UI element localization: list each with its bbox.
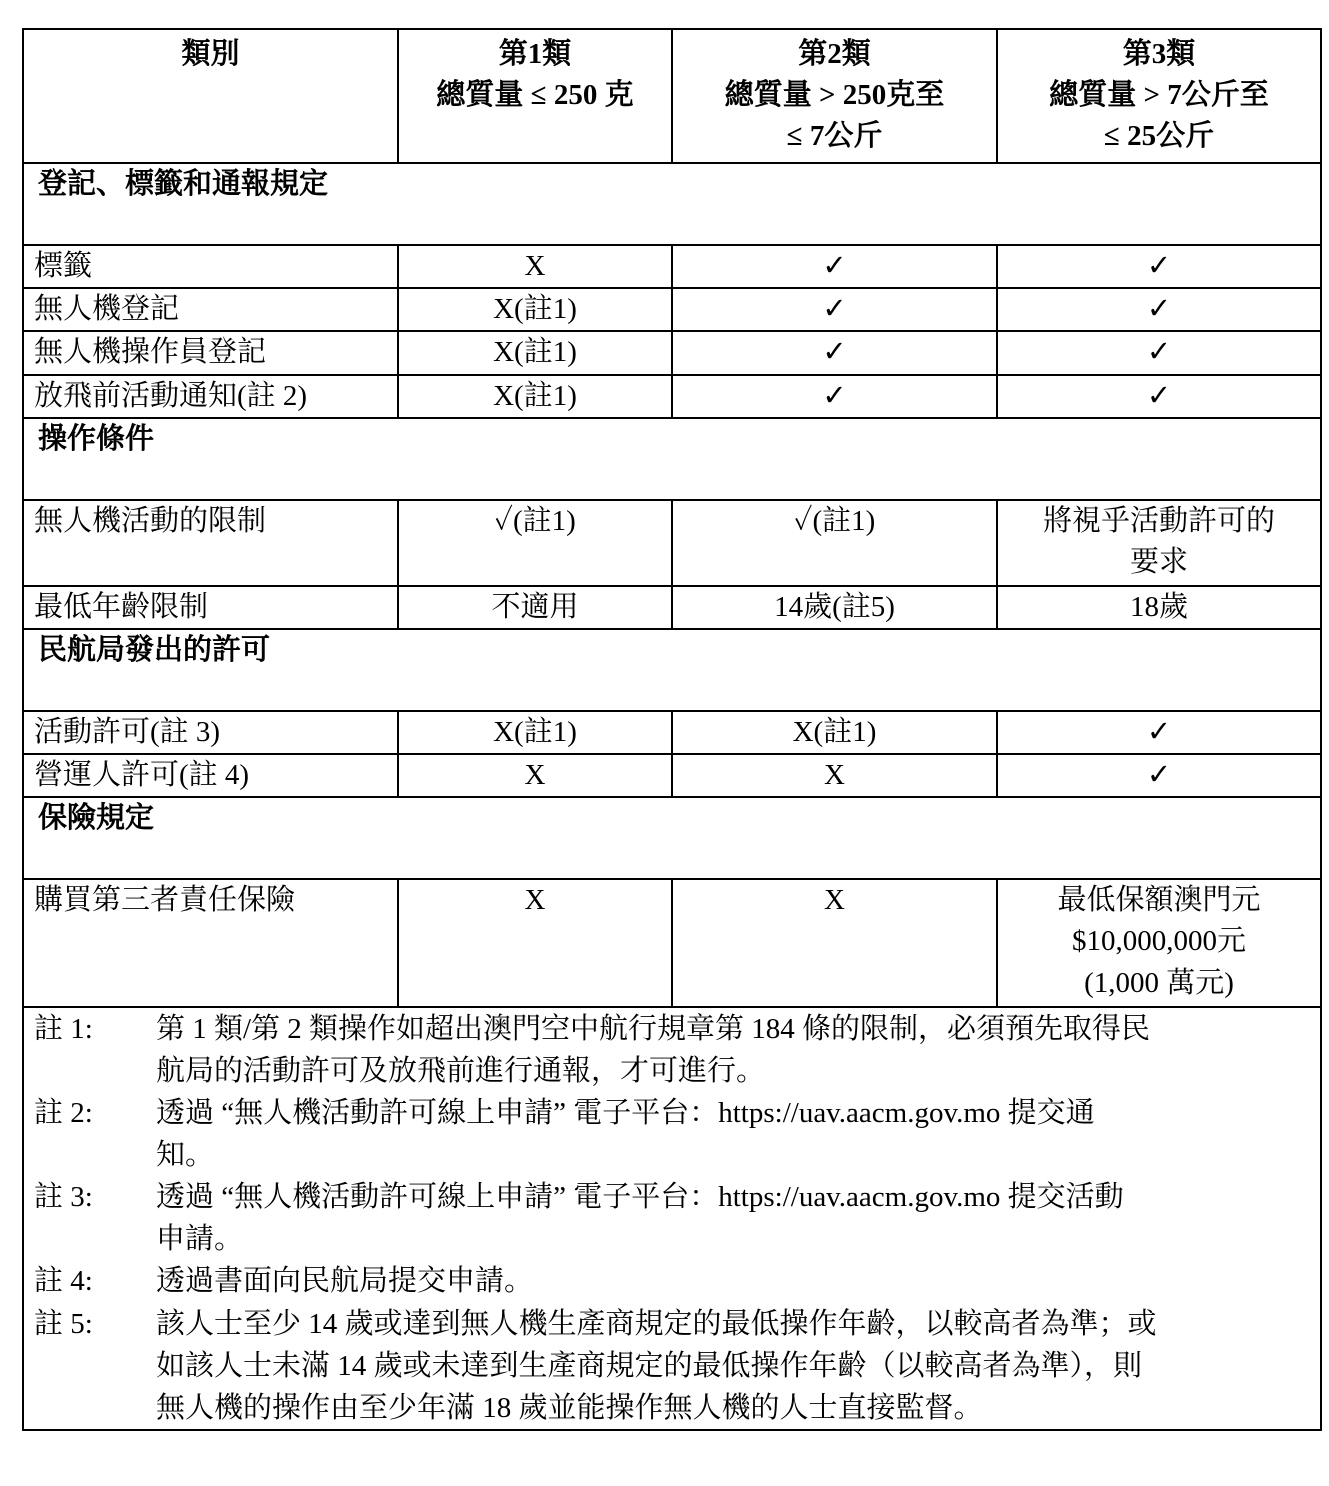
- notes-row: [23, 1007, 1321, 1429]
- note-4: [34, 1260, 1310, 1302]
- notes-cell: [23, 1007, 1321, 1429]
- note-5: [34, 1303, 1310, 1429]
- table-row: [23, 375, 1321, 418]
- class-2-cell: ✓: [672, 375, 997, 418]
- note-tag: 註 1:: [34, 1013, 93, 1046]
- note-text: [156, 1008, 1310, 1092]
- class-3-cell: ✓: [997, 331, 1321, 374]
- class-3-cell: ✓: [997, 754, 1321, 797]
- class-2-cell: X(註1): [672, 711, 997, 754]
- class-2-weight-line-1: 總質量 > 250克至: [724, 79, 945, 112]
- class-1-cell: X(註1): [398, 375, 672, 418]
- section-insurance: [23, 797, 1321, 879]
- class-3-cell-line: $10,000,000元: [1071, 925, 1246, 958]
- class-3-cell-line: 將視乎活動許可的: [1042, 504, 1275, 537]
- section-operating-conditions: [23, 418, 1321, 500]
- class-1-cell: ✓(註1): [398, 500, 672, 586]
- class-2-cell: ✓(註1): [672, 500, 997, 586]
- note-text: [156, 1260, 1310, 1302]
- section-title: 保險規定: [23, 797, 1321, 879]
- note-tag: 註 3:: [34, 1181, 93, 1214]
- note-line: 透過 “無人機活動許可線上申請” 電子平台：https://uav.aacm.gov.mo 提交活動: [156, 1181, 1124, 1214]
- class-2-title: 第2類: [798, 38, 871, 70]
- note-line: 透過 “無人機活動許可線上申請” 電子平台：https://uav.aacm.gov.mo 提交通: [156, 1097, 1095, 1130]
- class-1-cell: X: [398, 754, 672, 797]
- note-line: 航局的活動許可及放飛前進行通報，才可進行。: [156, 1055, 766, 1088]
- class-3-cell: ✓: [997, 711, 1321, 754]
- class-2-cell: ✓: [672, 245, 997, 288]
- note-text: [156, 1092, 1310, 1176]
- class-1-title: 第1類: [498, 38, 572, 70]
- section-registration: [23, 163, 1321, 245]
- note-line: 無人機的操作由至少年滿 18 歲並能操作無人機的人士直接監督。: [156, 1391, 983, 1424]
- table-row: [23, 711, 1321, 754]
- class-2-weight-line-2: ≤ 7公斤: [786, 120, 883, 153]
- class-1-cell: X(註1): [398, 288, 672, 331]
- class-3-cell: ✓: [997, 375, 1321, 418]
- note-1: [34, 1008, 1310, 1092]
- class-3-cell: ✓: [997, 245, 1321, 288]
- row-label: 購買第三者責任保險: [23, 879, 398, 1007]
- note-line: 透過書面向民航局提交申請。: [156, 1265, 534, 1298]
- class-3-cell-line: 要求: [1129, 545, 1188, 578]
- row-label: 無人機登記: [23, 288, 398, 331]
- class-3-title: 第3類: [1122, 38, 1196, 70]
- table-row: [23, 754, 1321, 797]
- class-2-cell: X: [672, 879, 997, 1007]
- header-category-label: 類別: [181, 38, 240, 70]
- note-tag: 註 5:: [34, 1307, 93, 1340]
- class-3-weight-line-1: 總質量 > 7公斤至: [1049, 79, 1269, 112]
- note-2: [34, 1092, 1310, 1176]
- note-line: 該人士至少 14 歲或達到無人機生產商規定的最低操作年齡，以較高者為準；或: [156, 1307, 1157, 1340]
- header-class-3: [997, 29, 1321, 163]
- note-line: 申請。: [156, 1223, 244, 1256]
- note-text: [156, 1303, 1310, 1429]
- table-row: [23, 586, 1321, 629]
- note-3: [34, 1176, 1310, 1260]
- table-row: [23, 331, 1321, 374]
- drone-regulation-table: [22, 28, 1322, 1431]
- row-label: 無人機活動的限制: [23, 500, 398, 586]
- note-text: [156, 1176, 1310, 1260]
- class-3-weight-line-2: ≤ 25公斤: [1103, 120, 1215, 153]
- class-3-cell: [997, 879, 1321, 1007]
- row-label: 營運人許可(註 4): [23, 754, 398, 797]
- row-label: 活動許可(註 3): [23, 711, 398, 754]
- section-title: 登記、標籤和通報規定: [23, 163, 1321, 245]
- table-row: [23, 879, 1321, 1007]
- note-line: 第 1 類/第 2 類操作如超出澳門空中航行規章第 184 條的限制，必須預先取得民: [156, 1013, 1151, 1046]
- table-row: [23, 500, 1321, 586]
- class-3-cell: 18歲: [997, 586, 1321, 629]
- class-3-cell: ✓: [997, 288, 1321, 331]
- class-1-cell: X(註1): [398, 331, 672, 374]
- row-label: 無人機操作員登記: [23, 331, 398, 374]
- class-1-weight: 總質量 ≤ 250 克: [436, 79, 634, 112]
- header-class-1: [398, 29, 672, 163]
- note-tag: 註 2:: [34, 1097, 93, 1130]
- row-label: 最低年齡限制: [23, 586, 398, 629]
- class-3-cell: [997, 500, 1321, 586]
- section-permits: [23, 629, 1321, 711]
- table-row: [23, 288, 1321, 331]
- class-3-cell-line: (1,000 萬元): [1084, 966, 1234, 999]
- header-category: [23, 29, 398, 163]
- header-row: [23, 29, 1321, 163]
- class-1-cell: X: [398, 879, 672, 1007]
- class-2-cell: ✓: [672, 288, 997, 331]
- note-line: 知。: [156, 1139, 215, 1172]
- note-tag: 註 4:: [34, 1265, 93, 1298]
- class-3-cell-line: 最低保額澳門元: [1057, 884, 1261, 917]
- row-label: 標籤: [23, 245, 398, 288]
- table-row: [23, 245, 1321, 288]
- note-line: 如該人士未滿 14 歲或未達到生產商規定的最低操作年齡（以較高者為準），則: [156, 1349, 1143, 1382]
- section-title: 民航局發出的許可: [23, 629, 1321, 711]
- header-class-2: [672, 29, 997, 163]
- class-1-cell: X(註1): [398, 711, 672, 754]
- class-1-cell: X: [398, 245, 672, 288]
- class-2-cell: 14歲(註5): [672, 586, 997, 629]
- section-title: 操作條件: [23, 418, 1321, 500]
- class-1-cell: 不適用: [398, 586, 672, 629]
- row-label: 放飛前活動通知(註 2): [23, 375, 398, 418]
- class-2-cell: ✓: [672, 331, 997, 374]
- class-2-cell: X: [672, 754, 997, 797]
